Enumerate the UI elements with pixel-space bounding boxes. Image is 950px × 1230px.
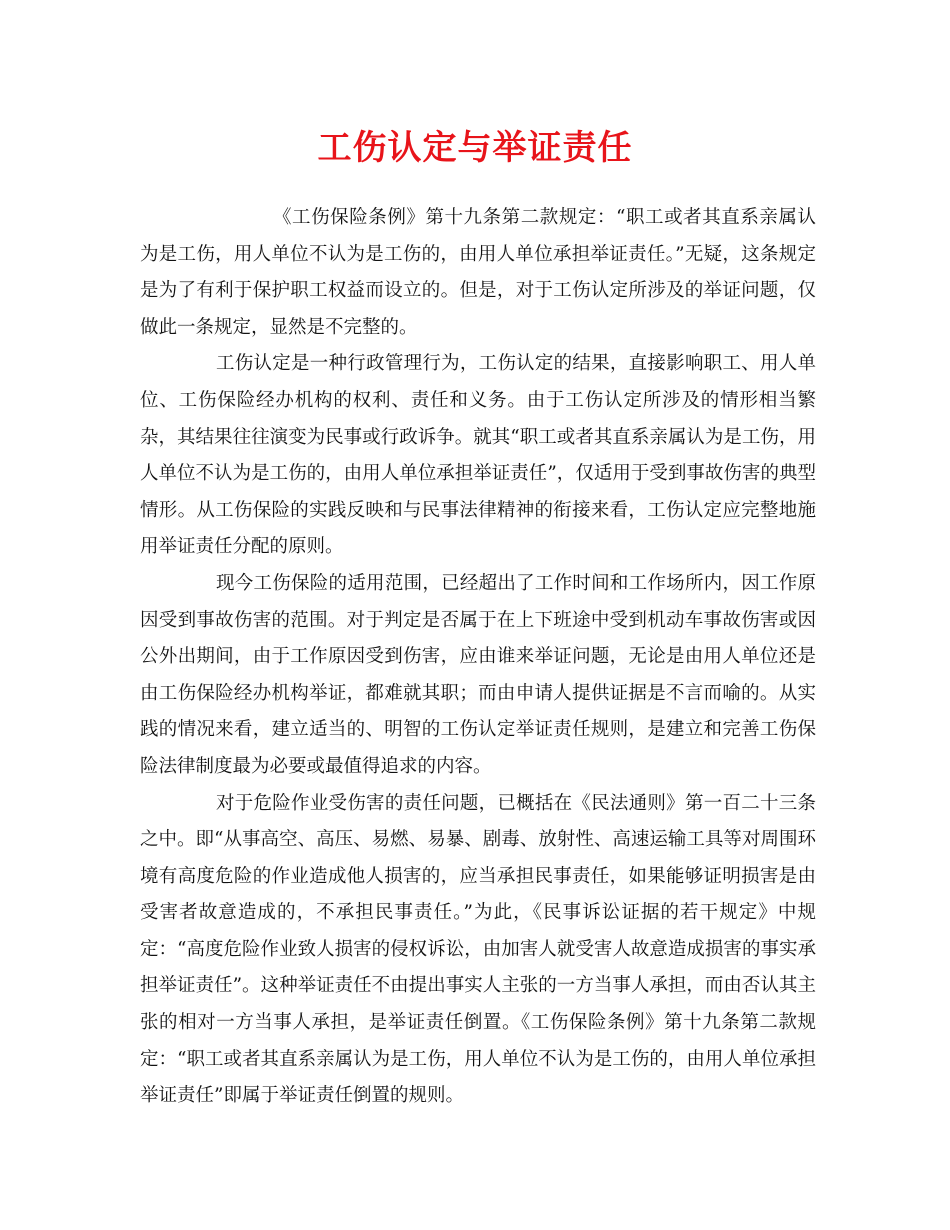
paragraph-3: 现今工伤保险的适用范围，已经超出了工作时间和工作场所内，因工作原因受到事故伤害的范围。对于判定是否属于在上下班途中受到机动车事故伤害或因公外出期间，由于工作原因受到伤害，应由谁来举证问题，无论是由用人单位还是由工伤保险经办机构举证，都难就其职；而由申请人提供证据是不言而喻的。从实践的情况来看，建立适当的、明智的工伤认定举证责任规则，是建立和完善工伤保险法律制度最为必要或最值得追求的内容。 <box>140 572 816 777</box>
document-body <box>140 200 816 1115</box>
paragraph-1: 《工伤保险条例》第十九条第二款规定：“职工或者其直系亲属认为是工伤，用人单位不认为是工伤的，由用人单位承担举证责任。”无疑，这条规定是为了有利于保护职工权益而设立的。但是，对于工伤认定所涉及的举证问题，仅做此一条规定，显然是不完整的。 <box>140 207 816 338</box>
document-title: 工伤认定与举证责任 <box>317 128 633 168</box>
paragraph-2: 工伤认定是一种行政管理行为，工伤认定的结果，直接影响职工、用人单位、工伤保险经办机构的权利、责任和义务。由于工伤认定所涉及的情形相当繁杂，其结果往往演变为民事或行政诉争。就其“职工或者其直系亲属认为是工伤，用人单位不认为是工伤的，由用人单位承担举证责任”，仅适用于受到事故伤害的典型情形。从工伤保险的实践反映和与民事法律精神的衔接来看，工伤认定应完整地施用举证责任分配的原则。 <box>140 353 816 558</box>
paragraph-4: 对于危险作业受伤害的责任问题，已概括在《民法通则》第一百二十三条之中。即“从事高空、高压、易燃、易暴、剧毒、放射性、高速运输工具等对周围环境有高度危险的作业造成他人损害的，应当承担民事责任，如果能够证明损害是由受害者故意造成的，不承担民事责任。”为此，《民事诉讼证据的若干规定》中规定：“高度危险作业致人损害的侵权诉讼，由加害人就受害人故意造成损害的事实承担举证责任”。这种举证责任不由提出事实人主张的一方当事人承担，而由否认其主张的相对一方当事人承担，是举证责任倒置。《工伤保险条例》第十九条第二款规定：“职工或者其直系亲属认为是工伤，用人单位不认为是工伤的，由用人单位承担举证责任”即属于举证责任倒置的规则。 <box>140 792 816 1107</box>
